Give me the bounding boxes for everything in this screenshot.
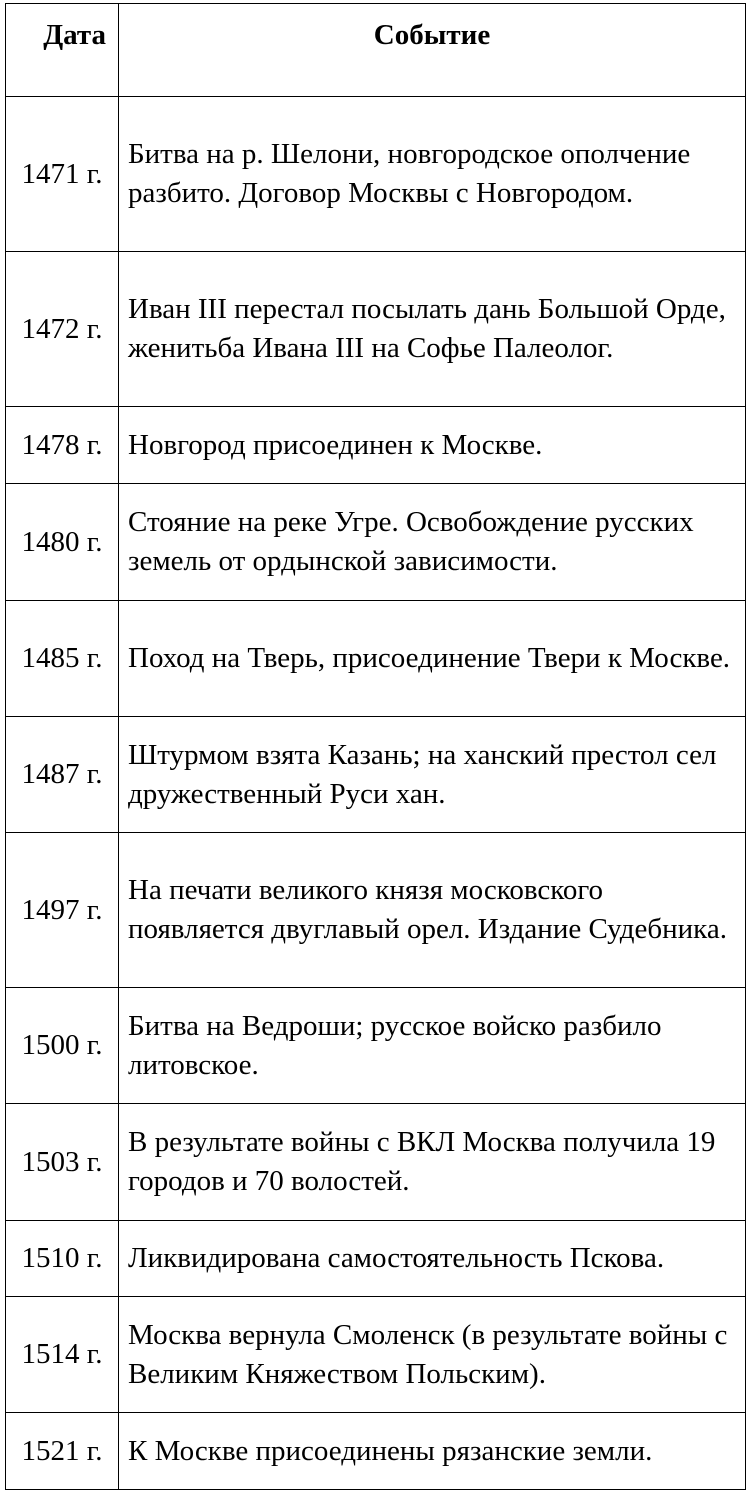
table-row bbox=[6, 484, 746, 601]
row-date: 1521 г. bbox=[6, 1413, 119, 1490]
row-date: 1480 г. bbox=[6, 484, 119, 601]
table-row bbox=[6, 1297, 746, 1413]
row-date: 1510 г. bbox=[6, 1221, 119, 1297]
row-date: 1478 г. bbox=[6, 407, 119, 484]
row-event: Поход на Тверь, присоединение Твери к Москве. bbox=[119, 601, 746, 717]
chronology-table bbox=[5, 3, 746, 1490]
row-event: Битва на р. Шелони, новгородское ополчение разбито. Договор Москвы с Новгородом. bbox=[119, 97, 746, 252]
row-date: 1472 г. bbox=[6, 252, 119, 407]
table-row bbox=[6, 97, 746, 252]
row-date: 1497 г. bbox=[6, 833, 119, 988]
table-row bbox=[6, 1104, 746, 1221]
table-row bbox=[6, 407, 746, 484]
row-event: Стояние на реке Угре. Освобождение русских земель от ордынской зависимости. bbox=[119, 484, 746, 601]
table-row bbox=[6, 252, 746, 407]
row-event: В результате войны с ВКЛ Москва получила 19 городов и 70 волостей. bbox=[119, 1104, 746, 1221]
table-row bbox=[6, 1413, 746, 1490]
row-event: На печати великого князя московского появляется двуглавый орел. Издание Судебника. bbox=[119, 833, 746, 988]
table-row bbox=[6, 833, 746, 988]
row-event: Ликвидирована самостоятельность Пскова. bbox=[119, 1221, 746, 1297]
header-date: Дата bbox=[6, 4, 119, 97]
row-event: К Москве присоединены рязанские земли. bbox=[119, 1413, 746, 1490]
table-row bbox=[6, 988, 746, 1104]
row-event: Штурмом взята Казань; на ханский престол сел дружественный Руси хан. bbox=[119, 717, 746, 833]
header-event: Событие bbox=[119, 4, 746, 97]
row-date: 1500 г. bbox=[6, 988, 119, 1104]
table-row bbox=[6, 717, 746, 833]
row-event: Москва вернула Смоленск (в результате войны с Великим Княжеством Польским). bbox=[119, 1297, 746, 1413]
table-row bbox=[6, 1221, 746, 1297]
row-event: Иван III перестал посылать дань Большой Орде, женитьба Ивана III на Софье Палеолог. bbox=[119, 252, 746, 407]
table-header-row bbox=[6, 4, 746, 97]
row-event: Битва на Ведроши; русское войско разбило литовское. bbox=[119, 988, 746, 1104]
table-row bbox=[6, 601, 746, 717]
row-date: 1503 г. bbox=[6, 1104, 119, 1221]
row-date: 1485 г. bbox=[6, 601, 119, 717]
row-event: Новгород присоединен к Москве. bbox=[119, 407, 746, 484]
row-date: 1514 г. bbox=[6, 1297, 119, 1413]
row-date: 1487 г. bbox=[6, 717, 119, 833]
row-date: 1471 г. bbox=[6, 97, 119, 252]
